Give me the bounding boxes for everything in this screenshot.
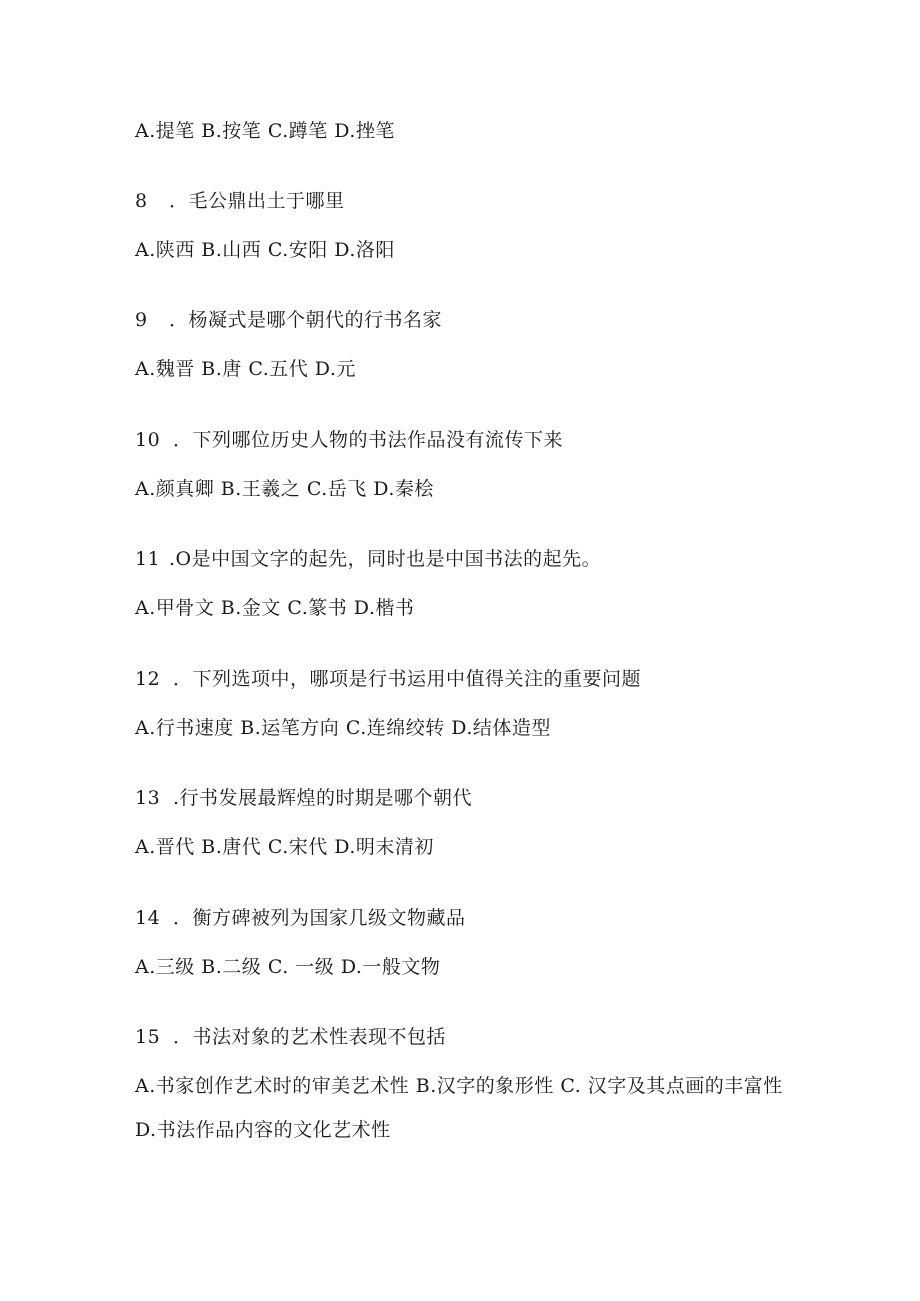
question-13-options: A.晋代 B.唐代 C.宋代 D.明末清初 <box>135 836 434 858</box>
question-text: .O是中国文字的起先，同时也是中国书法的起先。 <box>169 548 602 570</box>
question-12-options: A.行书速度 B.运笔方向 C.连绵绞转 D.结体造型 <box>135 717 551 739</box>
question-14-options: A.三级 B.二级 C. 一级 D.一般文物 <box>135 956 441 978</box>
question-9-options: A.魏晋 B.唐 C.五代 D.元 <box>135 358 356 380</box>
question-15 <box>135 1024 446 1050</box>
question-text: ．书法对象的艺术性表现不包括 <box>173 1026 447 1048</box>
question-number: 15 <box>135 1026 161 1048</box>
question-10 <box>135 427 563 453</box>
question-13 <box>135 785 472 811</box>
question-text: .行书发展最辉煌的时期是哪个朝代 <box>173 787 473 809</box>
question-text: ．下列哪位历史人物的书法作品没有流传下来 <box>173 429 564 451</box>
question-8-options: A.陕西 B.山西 C.安阳 D.洛阳 <box>135 239 395 261</box>
question-number: 9 <box>135 309 148 331</box>
question-12 <box>135 666 641 692</box>
question-10-options: A.颜真卿 B.王羲之 C.岳飞 D.秦桧 <box>135 478 434 500</box>
question-15-options: A.书家创作艺术时的审美艺术性 B.汉字的象形性 C. 汉字及其点画的丰富性 D.书法作品内容的文化艺术性 <box>135 1075 783 1141</box>
question-number: 14 <box>135 907 161 929</box>
previous-question-options: A.提笔 B.按笔 C.蹲笔 D.挫笔 <box>135 120 395 142</box>
question-number: 11 <box>135 548 161 570</box>
question-8 <box>135 188 345 214</box>
question-11-options: A.甲骨文 B.金文 C.篆书 D.楷书 <box>135 597 415 619</box>
question-text: ．毛公鼎出土于哪里 <box>169 190 345 212</box>
question-number: 12 <box>135 668 161 690</box>
question-text: ．衡方碑被列为国家几级文物藏品 <box>173 907 466 929</box>
question-number: 8 <box>135 190 148 212</box>
question-11 <box>135 546 601 572</box>
question-text: ．下列选项中，哪项是行书运用中值得关注的重要问题 <box>173 668 642 690</box>
question-text: ．杨凝式是哪个朝代的行书名家 <box>169 309 443 331</box>
question-number: 13 <box>135 787 161 809</box>
question-9 <box>135 307 442 333</box>
question-14 <box>135 905 466 931</box>
question-number: 10 <box>135 429 161 451</box>
